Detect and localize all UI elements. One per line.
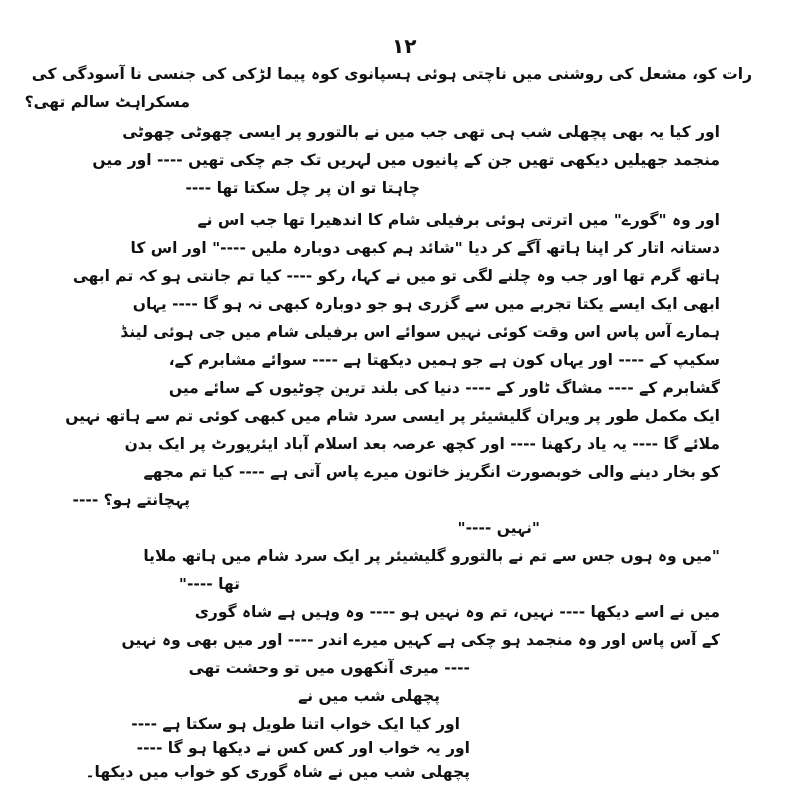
page-number: ۱۲: [392, 34, 417, 58]
text-line: "میں وہ ہوں جس سے تم نے بالتورو گلیشیئر پر ایک سرد شام میں ہاتھ ملایا: [143, 547, 720, 565]
text-line: پچھلی شب میں نے شاہ گوری کو خواب میں دیکھا۔: [85, 763, 470, 781]
text-line: رات کو، مشعل کی روشنی میں ناچتی ہوئی ہسپانوی کوہ پیما لڑکی کی جنسی نا آسودگی کی: [31, 65, 752, 83]
text-line: میں نے اسے دیکھا ---- نہیں، تم وہ نہیں ہو ---- وہ وہیں ہے شاہ گوری: [194, 603, 720, 621]
text-line: کو بخار دینے والی خوبصورت انگریز خاتون میرے پاس آتی ہے ---- کیا تم مجھے: [143, 463, 720, 481]
text-line: ہاتھ گرم تھا اور جب وہ چلنے لگی تو میں نے کہا، رکو ---- کیا تم جانتی ہو کہ تم ابھی: [72, 267, 720, 285]
text-line: ملائے گا ---- یہ یاد رکھنا ---- اور کچھ عرصہ بعد اسلام آباد ایئرپورٹ پر ایک بدن: [124, 435, 720, 453]
text-line: کے آس پاس اور وہ منجمد ہو چکی ہے کہیں میرے اندر ---- اور میں بھی وہ نہیں: [121, 631, 720, 649]
text-line: ابھی ایک ایسے یکتا تجربے میں سے گزری ہو جو دوبارہ کبھی نہ ہو گا ---- یہاں: [132, 295, 720, 313]
text-line: اور یہ خواب اور کس کس نے دیکھا ہو گا ----: [136, 739, 470, 757]
text-line: پچھلی شب میں نے: [298, 687, 440, 705]
text-line: ---- میری آنکھوں میں تو وحشت تھی: [188, 659, 470, 677]
text-line: سکیپ کے ---- اور یہاں کون ہے جو ہمیں دیکھتا ہے ---- سوائے مشابرم کے،: [168, 351, 720, 369]
text-line: اور کیا ایک خواب اتنا طویل ہو سکتا ہے ----: [131, 715, 460, 733]
text-line: گشابرم کے ---- مشاگ ٹاور کے ---- دنیا کی بلند ترین چوٹیوں کے سائے میں: [168, 379, 720, 397]
text-line: منجمد جھیلیں دیکھی تھیں جن کے پانیوں میں لہریں تک جم چکی تھیں ---- اور میں: [92, 151, 720, 169]
text-line: اور وہ "گورے" میں اترتی ہوئی برفیلی شام کا اندھیرا تھا جب اس نے: [197, 211, 720, 229]
text-line: تھا ----": [178, 575, 240, 593]
text-line: "نہیں ----": [457, 519, 540, 537]
text-line: ہمارے آس پاس اس وقت کوئی نہیں سوائے اس برفیلی شام میں جی ہوئی لینڈ: [120, 323, 720, 341]
text-line: دستانہ اتار کر اپنا ہاتھ آگے کر دیا "شائد ہم کبھی دوبارہ ملیں ----" اور اس کا: [130, 239, 720, 257]
text-line: مسکراہٹ سالم تھی؟: [24, 93, 190, 111]
text-line: اور کیا یہ بھی پچھلی شب ہی تھی جب میں نے بالتورو پر ایسی چھوٹی چھوٹی: [122, 123, 720, 141]
text-line: چاہتا تو ان پر چل سکتا تھا ----: [185, 179, 420, 197]
text-line: پہچانتے ہو؟ ----: [72, 491, 190, 509]
text-line: ایک مکمل طور پر ویران گلیشیئر پر ایسی سرد شام میں کبھی کوئی تم سے ہاتھ نہیں: [65, 407, 720, 425]
